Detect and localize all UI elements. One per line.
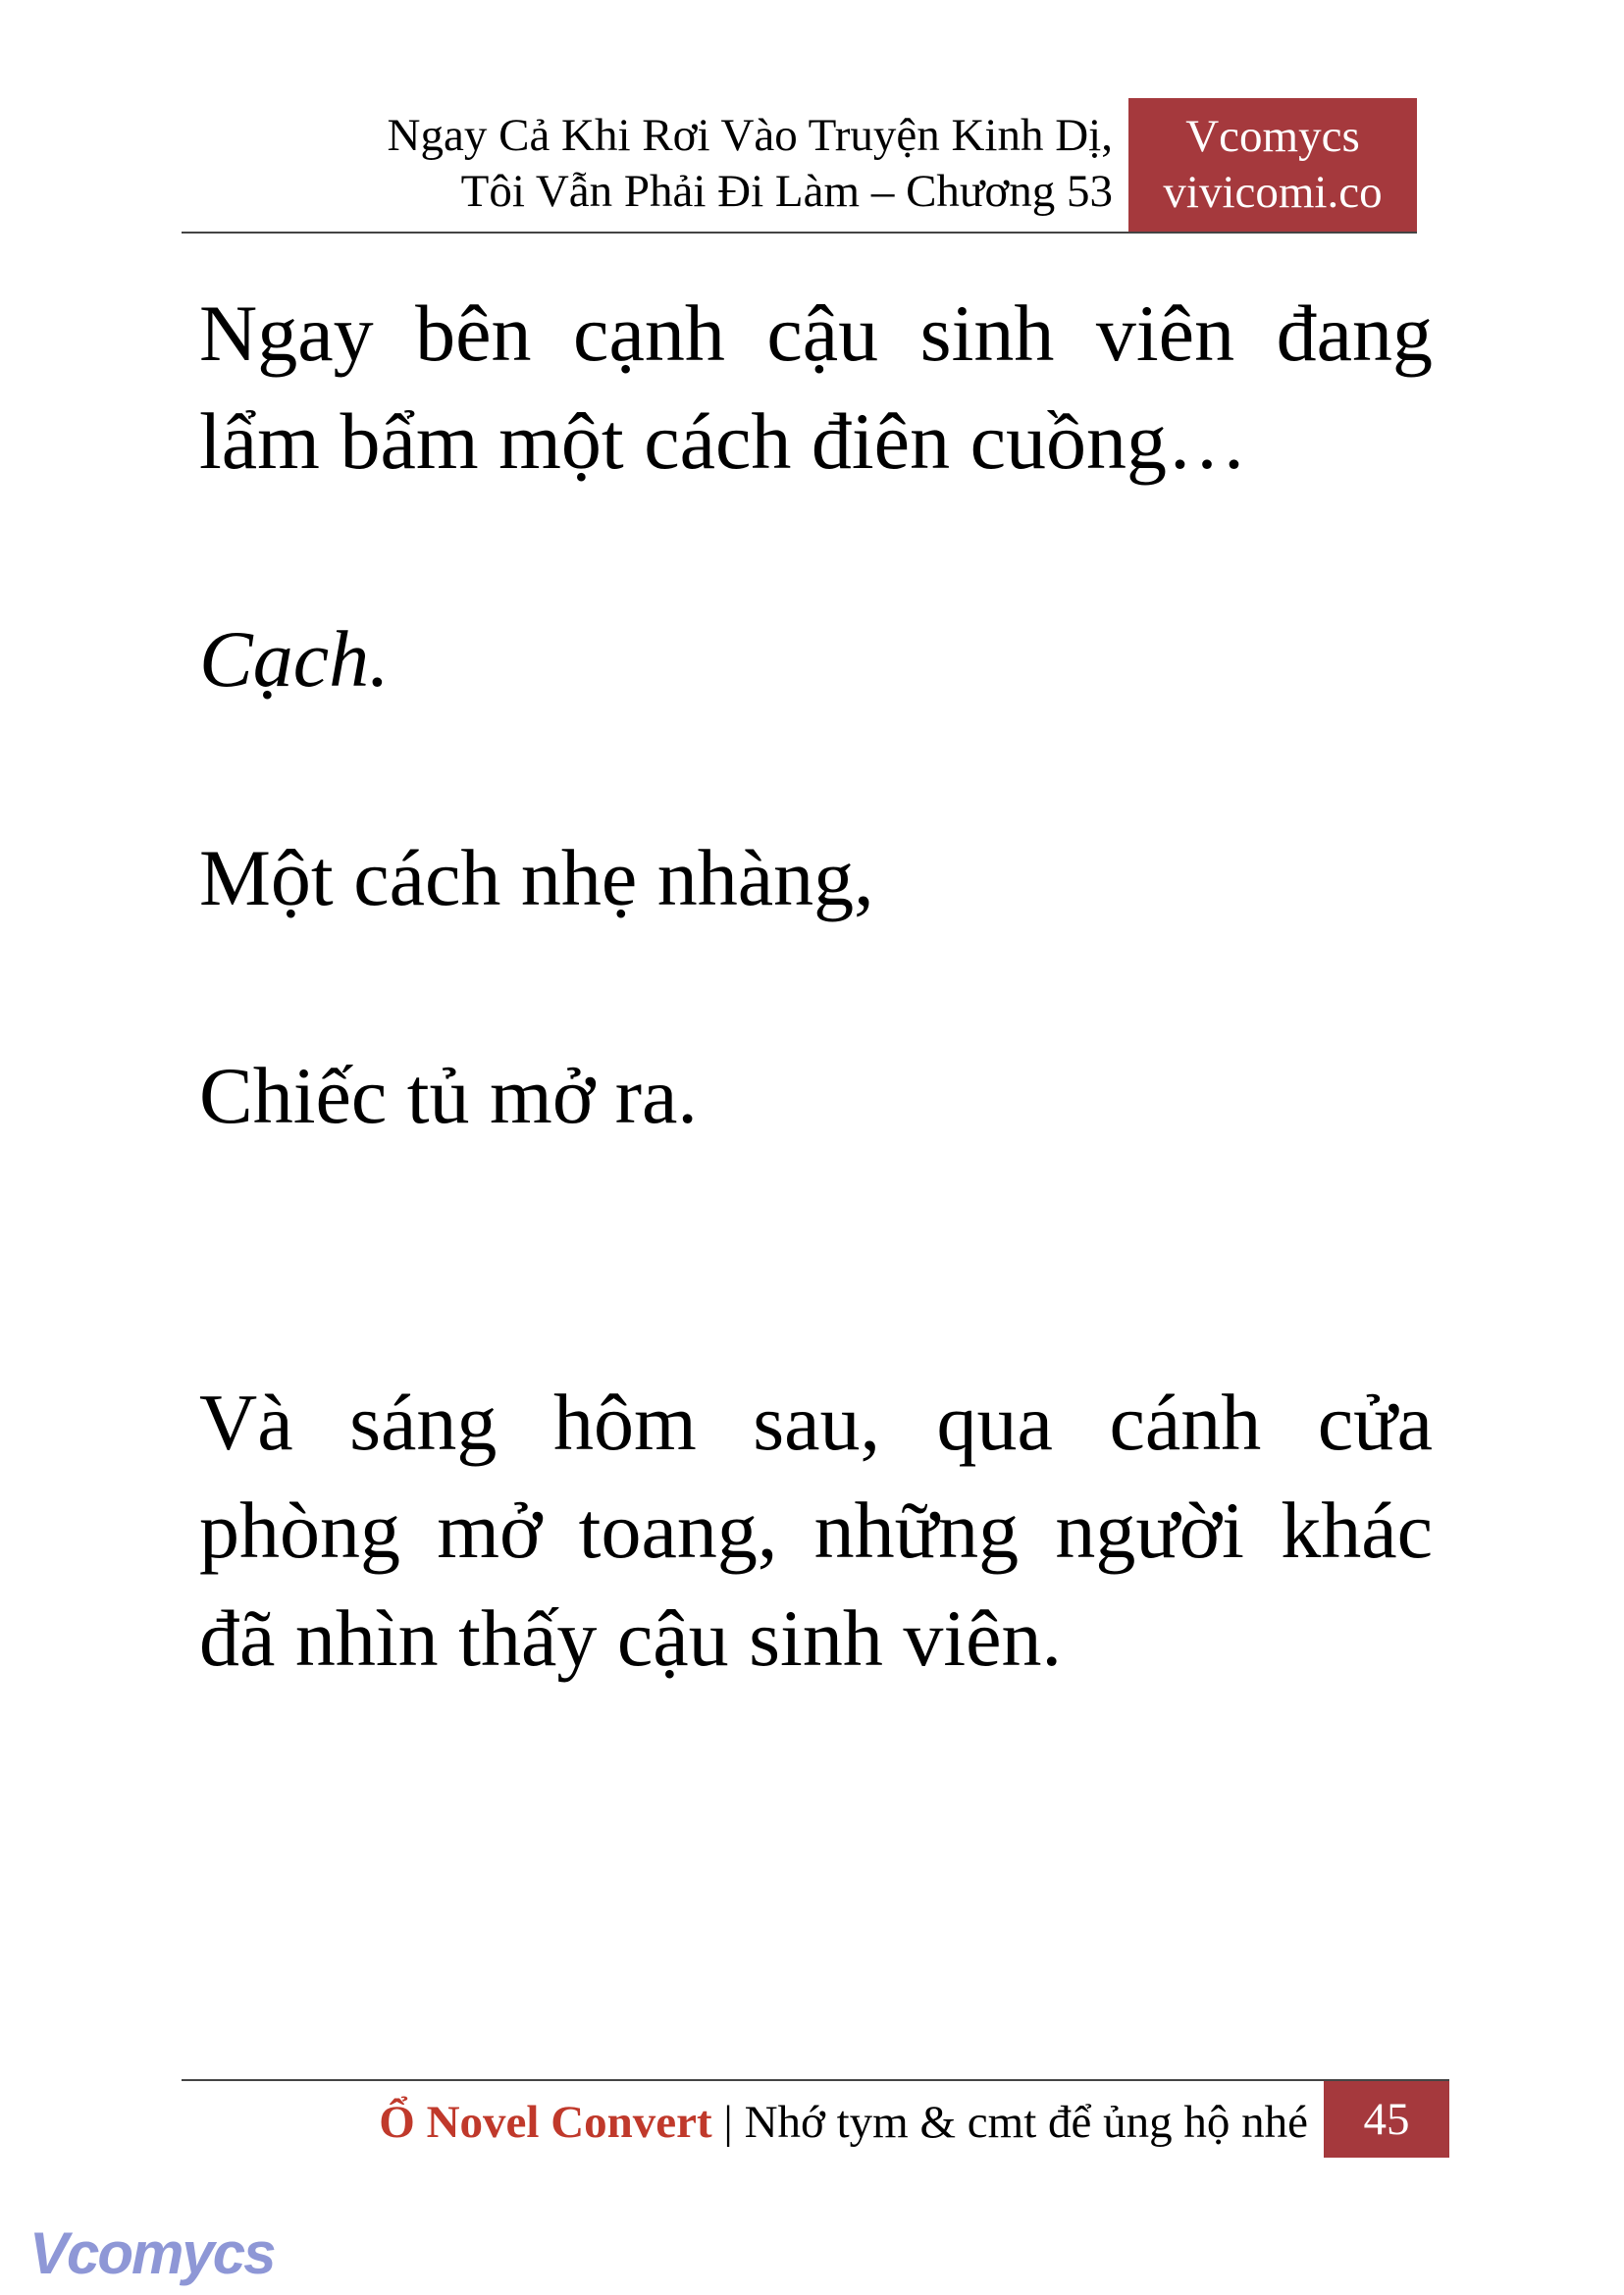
footer-message: Nhớ tym & cmt để ủng hộ nhé [744,2097,1308,2148]
paragraph-1: Ngay bên cạnh cậu sinh viên đang lẩm bẩm một cách điên cuồng… [199,288,1433,486]
footer-brand: Ổ Novel Convert [379,2097,712,2148]
watermark-text: Vcomycs [29,2220,275,2286]
header-divider [182,232,1417,234]
paragraph-3: Một cách nhẹ nhàng, [199,833,874,922]
chapter-title-line1: Ngay Cả Khi Rơi Vào Truyện Kinh Dị, [387,110,1113,161]
site-badge [1128,98,1417,232]
footer-separator: | [711,2097,745,2148]
page-number: 45 [1324,2081,1449,2158]
watermark-logo [29,2219,275,2287]
paragraph-4: Chiếc tủ mở ra. [199,1051,698,1140]
site-url: vivicomi.co [1163,167,1383,218]
site-name: Vcomycs [1185,111,1360,162]
chapter-title-line2: Tôi Vẫn Phải Đi Làm – Chương 53 [460,166,1113,217]
paragraph-2: Cạch. [199,614,390,704]
footer-divider [182,2079,1449,2081]
chapter-title [196,108,1113,220]
paragraph-5: Và sáng hôm sau, qua cánh cửa phòng mở toang, những người khác đã nhìn thấy cậu sinh viên. [199,1378,1433,1683]
footer-note [182,2090,1308,2155]
